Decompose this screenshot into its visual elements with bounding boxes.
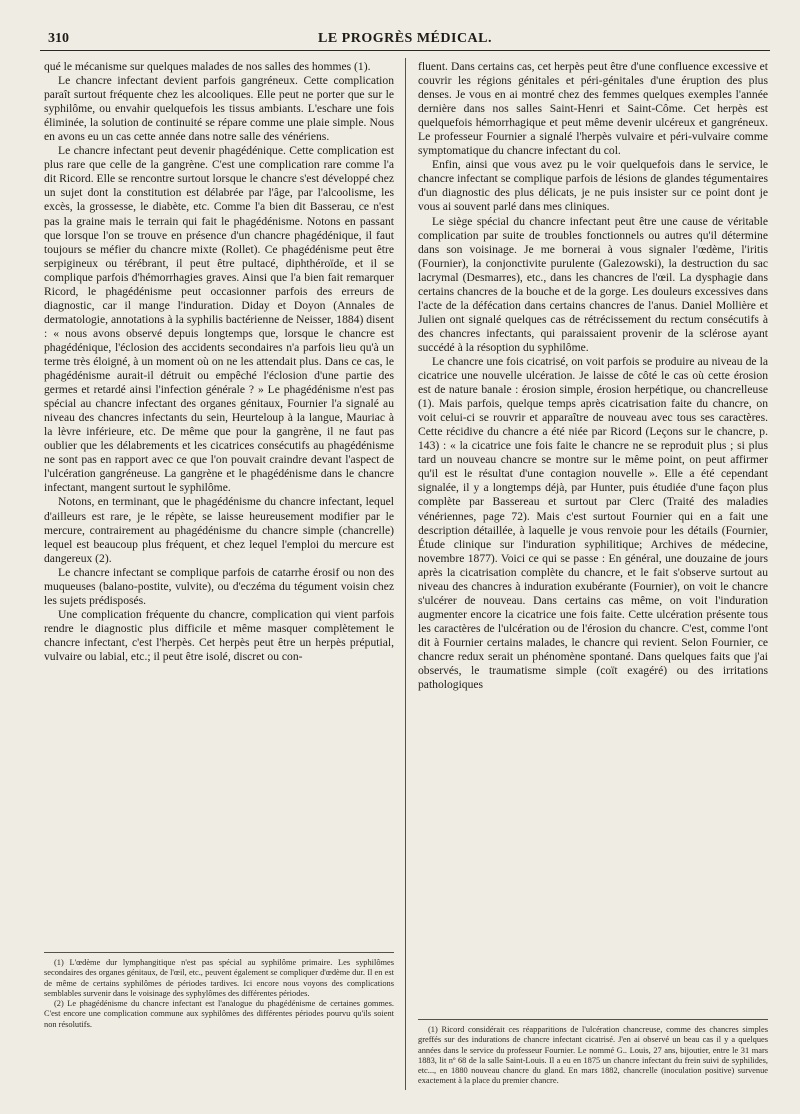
paragraph: Notons, en terminant, que le phagédénisme du chancre infectant, lequel d'ailleurs est rare, je le répète, se laisse heureusement modifier par le mercure, contrairement au phagédénisme du chancre simple (chancrelle) lequel est beaucoup plus fréquent, et chez lequel l'emploi du mercure est dangereux (2). bbox=[44, 495, 394, 565]
left-column bbox=[44, 60, 394, 940]
footnotes-left bbox=[44, 958, 394, 1030]
paragraph: Le chancre une fois cicatrisé, on voit parfois se produire au niveau de la cicatrice une nouvelle ulcération. Je laisse de côté le cas où cette érosion est de nature banale : érosion simple, érosion herpétique, ou chancrelleuse (1). Mais parfois, quelque temps après cicatrisation faite du chancre, on voit celui-ci se rouvrir et apparaître de nouveau avec tous ses caractères. Cette récidive du chancre a été niée par Ricord (Leçons sur le chancre, p. 143) : « la cicatrice une fois faite le chancre ne se reproduit plus ; si plus tard un nouveau chancre se montre sur le même point, on peut affirmer qu'il est le résultat d'une contagion nouvelle ». Elle a été cependant signalée, il y a longtemps déjà, par Hunter, puis étudiée d'une façon plus complète par Bassereau et surtout par Clerc (Traité des maladies vénériennes, page 72). Mais c'est surtout Fournier qui en a fait une description détaillée, à laquelle je vous renvoie pour les détails (Fournier, Étude clinique sur l'induration syphilitique; Archives de médecine, novembre 1877). Voici ce qui se passe : En général, une douzaine de jours après la cicatrisation complète du chancre, et le fait s'observe surtout au niveau des chancres à induration exubérante (Fournier), on voit le chancre s'ulcérer de nouveau. Dans certains cas même, on voit l'induration augmenter encore la cicatrice une fois faite. Cette ulcération présente tous les caractères de l'ulcération ou de l'érosion du chancre. C'est, comme l'ont dit à Fournier certains malades, le chancre qui revient. Selon Fournier, ce chancre redux serait un phénomène spontané. Dans quelques faits que j'ai observés, le traumatisme simple (coït exagéré) ou des irritations pathologiques bbox=[418, 354, 768, 692]
paragraph: Le chancre infectant se complique parfois de catarrhe érosif ou non des muqueuses (balano-postite, vulvite), ou d'eczéma du tégument voisin chez les sujets prédisposés. bbox=[44, 565, 394, 607]
footnote: (1) Ricord considérait ces réapparitions de l'ulcération chancreuse, comme des chancres simples greffés sur des indurations de chancre infectant cicatrisé. J'en ai observé un beau cas il y a quelques années dans le service du professeur Fournier. Le nommé G.. Louis, 27 ans, bijoutier, entre le 31 mars 1883, lit nº 68 de la salle Saint-Louis. Il a eu en 1875 un chancre infectant du frein suivi de syphilides, etc..., en 1880 nouveau chancre du gland. En mars 1882, chancrelle (inoculation positive) survenue exactement à la place du premier chancre. bbox=[418, 1025, 768, 1086]
footnote: (2) Le phagédénisme du chancre infectant est l'analogue du phagédénisme de certaines gommes. C'est encore une complication commune aux syphilômes des différentes périodes pourvu qu'ils soient non résolutifs. bbox=[44, 999, 394, 1029]
footnotes-right bbox=[418, 1025, 768, 1087]
page-number: 310 bbox=[48, 31, 69, 46]
column-divider bbox=[405, 58, 406, 1090]
paragraph: Le chancre infectant devient parfois gangréneux. Cette complication paraît surtout fréquente chez les alcooliques. Elle peut ne porter que sur le syphilôme, ou envahir quelquefois les tissus ambiants. L'eschare une fois éliminée, la solution de continuité se répare comme une plaie simple. Nous en avons eu un cas cette année dans notre salle des vénériens. bbox=[44, 74, 394, 144]
footnote-rule-right bbox=[418, 1019, 768, 1020]
paragraph: Enfin, ainsi que vous avez pu le voir quelquefois dans le service, le chancre infectant se complique parfois de lésions de glandes tégumentaires d'un diagnostic des plus délicats, je ne puis insister sur ce point dont je vous ai souvent parlé dans mes cliniques. bbox=[418, 158, 768, 214]
paragraph: Le siège spécial du chancre infectant peut être une cause de véritable complication par suite de troubles fonctionnels ou autres qu'il détermine dans son voisinage. Je me bornerai à vous signaler l'œdème, l'iritis (Fournier), la conjonctivite purulente (Galezowski), la destruction du sac lacrymal (Desmarres), etc., dans les chancres de l'œil. La dysphagie dans certains chancres de la bouche et de la gorge. Les douleurs excessives dans l'acte de la défécation dans certains chancres de l'anus. Daniel Mollière et Julien ont signalé quelques cas de rétrécissement du rectum consécutifs à des chancres infectants, qui paraissaient provenir de la sclérose ayant succédé à la résoption du syphilôme. bbox=[418, 214, 768, 354]
paragraph: qué le mécanisme sur quelques malades de nos salles des hommes (1). bbox=[44, 60, 371, 73]
page-header bbox=[40, 28, 770, 51]
journal-title: LE PROGRÈS MÉDICAL. bbox=[317, 31, 493, 46]
paragraph: fluent. Dans certains cas, cet herpès peut être d'une confluence excessive et couvrir les régions génitales et péri-génitales d'une éruption des plus denses. Je vous en ai montré chez des femmes quelques exemples l'année dernière dans nos salles Saint-Henri et Saint-Côme. Cet herpès est quelquefois hémorrhagique et peut même devenir ulcéreux et gangréneux. Le professeur Fournier a signalé l'herpès vulvaire et péri-vulvaire comme symptomatique du chancre infectant du col. bbox=[418, 60, 768, 158]
right-column bbox=[418, 60, 768, 1015]
paragraph: Le chancre infectant peut devenir phagédénique. Cette complication est plus rare que celle de la gangrène. C'est une complication rare comme l'a dit Ricord. Elle se rencontre surtout lorsque le chancre s'est développé chez un sujet dont la constitution est délabrée par l'âge, par l'alcoolisme, les excès, la grossesse, le diabète, etc. Comme l'a bien dit Basserau, ce n'est pas la graine mais le terrain qui fait le phagédénisme. Notons en passant que lorsque l'on se trouve en présence d'un chancre phagédénique, il faut toujours se méfier du chancre mixte (Rollet). Ce phagédénisme peut être serpigineux ou térébrant, il peut être pultacé, diphthéroïde, et il se complique parfois d'hémorrhagies graves. Ainsi que l'a bien fait remarquer Ricord, le phagédénisme peut occasionner parfois des erreurs de diagnostic, car il mange l'induration. Diday et Doyon (Annales de dermatologie, annotations à la syphilis bactérienne de Neisser, 1884) disent : « nous avons observé depuis longtemps que, lorsque le chancre est phagédénique, l'éclosion des accidents secondaires n'a parfois lieu qu'à un terme très éloigné, à un moment où on ne les attendait plus. Dans ce cas, le phagédénisme aurait-il détruit ou empêché l'éclosion d'une partie des germes et retardé ainsi l'infection générale ? » Le phagédénisme n'est pas spécial au chancre infectant des organes génitaux, Fournier l'a signalé au niveau des chancres infectants du sein, Heurteloup à la langue, Mauriac à la lèvre inférieure, etc. De même que pour la gangrène, il ne faut pas oublier que les délabrements et les cicatrices consécutifs au phagédénisme ne sont pas en rapport avec ce que l'on pouvait craindre devant l'aspect de l'ulcération gangréneuse. La gangrène et le phagédénisme dans le chancre infectant, mangent surtout le syphilôme. bbox=[44, 144, 394, 495]
footnote: (1) L'œdème dur lymphangitique n'est pas spécial au syphilôme primaire. Les syphilômes secondaires des organes génitaux, de l'œil, etc., peuvent également se compliquer d'œdème dur. Il en est de même de certains syphilômes de périodes tardives. Ici encore nous voyons des complications semblables survenir dans le voisinage des syphylômes des différentes périodes. bbox=[44, 958, 394, 998]
footnote-rule-left bbox=[44, 952, 394, 953]
paragraph: Une complication fréquente du chancre, complication qui vient parfois rendre le diagnostic plus difficile et même masquer complètement le chancre infectant, c'est l'herpès. Cet herpès peut être un herpès préputial, vulvaire ou labial, etc.; il peut être isolé, discret ou con- bbox=[44, 607, 394, 663]
